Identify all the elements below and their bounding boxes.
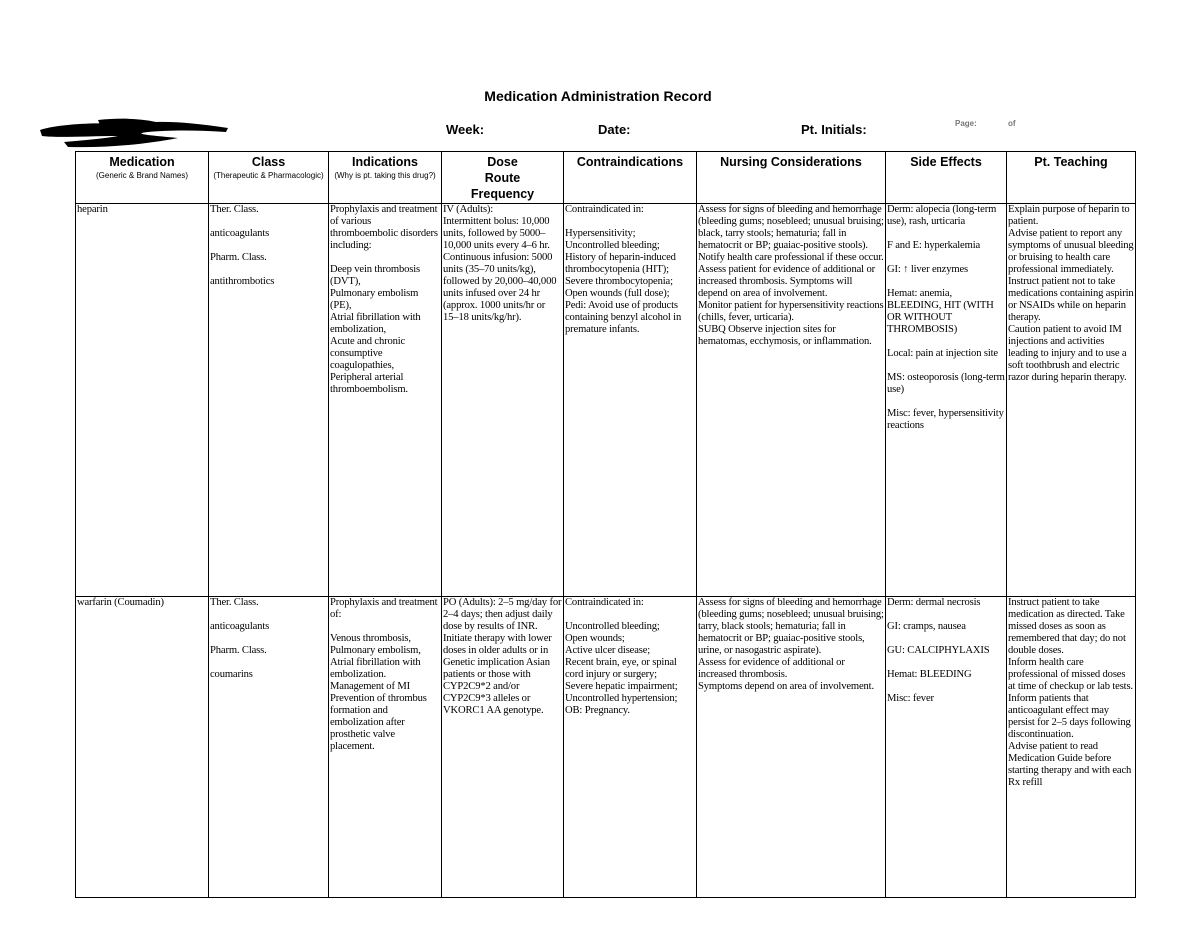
cell-medication: heparin xyxy=(76,204,209,597)
cell-medication: warfarin (Coumadin) xyxy=(76,597,209,898)
cell-dose: IV (Adults): Intermittent bolus: 10,000 units, followed by 5000–10,000 units every 4–6 hr. Continuous infusion: 5000 units (35–70 units/kg), followed by 20,000–40,000 units infused over 24 hr (approx. 1000 units/hr or 15–18 units/kg/hr). xyxy=(442,204,564,597)
header-medication: Medication (Generic & Brand Names) xyxy=(76,152,209,204)
page-label: Page: xyxy=(955,119,977,128)
header-indications: Indications (Why is pt. taking this drug?) xyxy=(329,152,442,204)
initials-label: Pt. Initials: xyxy=(801,122,867,137)
date-label: Date: xyxy=(598,122,631,137)
cell-contraindications: Contraindicated in: Hypersensitivity; Uncontrolled bleeding; History of heparin-induced thrombocytopenia (HIT); Severe thrombocytopenia; Open wounds (full dose); Pedi: Avoid use of products containing benzyl alcohol in premature infants. xyxy=(564,204,697,597)
cell-pt-teaching: Instruct patient to take medication as directed. Take missed doses as soon as remembered that day; do not double doses. Inform health care professional of missed doses at time of checkup or lab tests. Inform patients that anticoagulant effect may persist for 2–5 days following discontinuation. Advise patient to read Medication Guide before starting therapy and with each Rx refill xyxy=(1007,597,1136,898)
header-side-effects: Side Effects xyxy=(886,152,1007,204)
of-label: of xyxy=(1008,119,1016,128)
cell-indications: Prophylaxis and treatment of: Venous thrombosis, Pulmonary embolism, Atrial fibrillation with embolization. Management of MI Prevention of thrombus formation and embolization after prosthetic valve placement. xyxy=(329,597,442,898)
cell-nursing-considerations: Assess for signs of bleeding and hemorrhage (bleeding gums; nosebleed; unusual bruising; tarry, black stools; hematuria; fall in hematocrit or BP; guaiac-positive stools, urine, or nasogastric aspirate). Assess for evidence of additional or increased thrombosis. Symptoms depend on area of involvement. xyxy=(697,597,886,898)
cell-dose: PO (Adults): 2–5 mg/day for 2–4 days; then adjust daily dose by results of INR. Initiate therapy with lower doses in older adults or in Genetic implication Asian patients or those with CYP2C9*2 and/or CYP2C9*3 alleles or VKORC1 AA genotype. xyxy=(442,597,564,898)
header-dose: Dose Route Frequency xyxy=(442,152,564,204)
header-nursing-considerations: Nursing Considerations xyxy=(697,152,886,204)
header-row xyxy=(76,152,1136,204)
table-row xyxy=(76,597,1136,898)
cell-pt-teaching: Explain purpose of heparin to patient. Advise patient to report any symptoms of unusual bleeding or bruising to health care professional immediately. Instruct patient not to take medications containing aspirin or NSAIDs while on heparin therapy. Caution patient to avoid IM injections and activities leading to injury and to use a soft toothbrush and electric razor during heparin therapy. xyxy=(1007,204,1136,597)
header-class: Class (Therapeutic & Pharmacologic) xyxy=(209,152,329,204)
redaction-mark xyxy=(38,118,230,150)
header-pt-teaching: Pt. Teaching xyxy=(1007,152,1136,204)
week-label: Week: xyxy=(446,122,485,137)
medication-table xyxy=(75,151,1136,898)
cell-class: Ther. Class. anticoagulants Pharm. Class. antithrombotics xyxy=(209,204,329,597)
document-title: Medication Administration Record xyxy=(484,88,712,104)
cell-side-effects: Derm: alopecia (long-term use), rash, urticaria F and E: hyperkalemia GI: ↑ liver enzymes Hemat: anemia, BLEEDING, HIT (WITH OR WITHOUT THROMBOSIS) Local: pain at injection site MS: osteoporosis (long-term use) Misc: fever, hypersensitivity reactions xyxy=(886,204,1007,597)
cell-class: Ther. Class. anticoagulants Pharm. Class. coumarins xyxy=(209,597,329,898)
header-contraindications: Contraindications xyxy=(564,152,697,204)
cell-side-effects: Derm: dermal necrosis GI: cramps, nausea GU: CALCIPHYLAXIS Hemat: BLEEDING Misc: fever xyxy=(886,597,1007,898)
cell-contraindications: Contraindicated in: Uncontrolled bleeding; Open wounds; Active ulcer disease; Recent brain, eye, or spinal cord injury or surgery; Severe hepatic impairment; Uncontrolled hypertension; OB: Pregnancy. xyxy=(564,597,697,898)
cell-nursing-considerations: Assess for signs of bleeding and hemorrhage (bleeding gums; nosebleed; unusual bruising; black, tarry stools; hematuria; fall in hematocrit or BP; guaiac-positive stools). Notify health care professional if these occur. Assess patient for evidence of additional or increased thrombosis. Symptoms will depend on area of involvement. Monitor patient for hypersensitivity reactions (chills, fever, urticaria). SUBQ Observe injection sites for hematomas, ecchymosis, or inflammation. xyxy=(697,204,886,597)
cell-indications: Prophylaxis and treatment of various thromboembolic disorders including: Deep vein thrombosis (DVT), Pulmonary embolism (PE), Atrial fibrillation with embolization, Acute and chronic consumptive coagulopathies, Peripheral arterial thromboembolism. xyxy=(329,204,442,597)
table-row xyxy=(76,204,1136,597)
